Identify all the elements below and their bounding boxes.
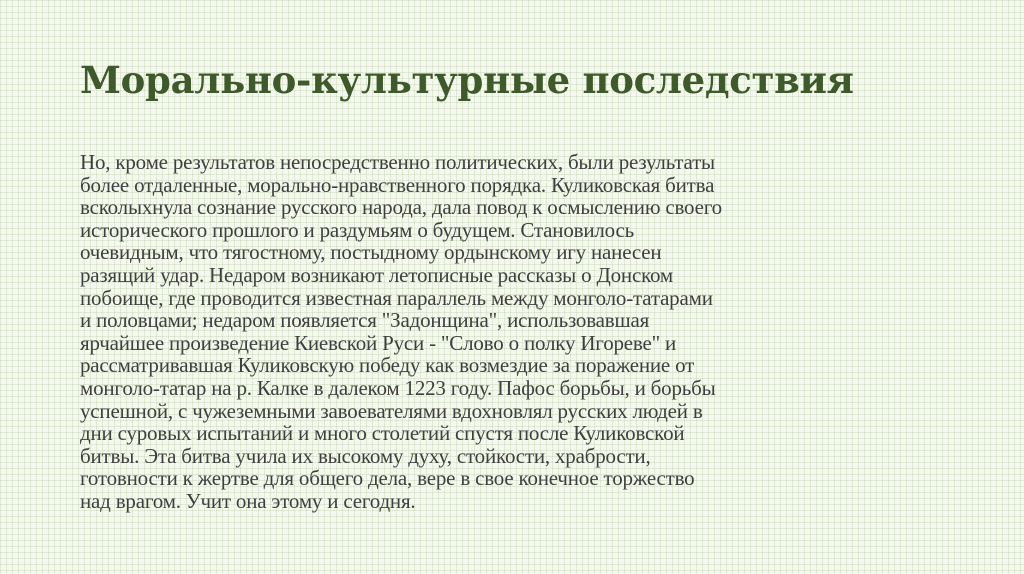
body-line: успешной, с чужеземными завоевателями вдохновлял русских людей в [80, 398, 703, 423]
body-line: более отдаленные, морально-нравственного порядка. Куликовская битва [80, 172, 715, 197]
body-line: всколыхнула сознание русского народа, дала повод к осмыслению своего [80, 195, 722, 220]
body-line: монголо-татар на р. Калке в далеком 1223 году. Пафос борьбы, и борьбы [80, 375, 716, 400]
body-line: дни суровых испытаний и много столетий спустя после Куликовской [80, 421, 685, 446]
body-line: Но, кроме результатов непосредственно политических, были результаты [80, 150, 715, 174]
body-line: битвы. Эта битва учила их высокому духу, стойкости, храбрости, [80, 443, 651, 468]
body-line: побоище, где проводится известная параллель между монголо-татарами [80, 285, 713, 310]
body-line: разящий удар. Недаром возникают летописные рассказы о Донском [80, 262, 673, 287]
body-line: рассматривавшая Куликовскую победу как возмездие за поражение от [80, 353, 695, 378]
slide-title: Морально-культурные последствия [80, 58, 854, 102]
body-line: ярчайшее произведение Киевской Руси - "Слово о полку Игореве" и [80, 330, 677, 355]
body-line: и половцами; недаром появляется "Задонщина", использовавшая [80, 308, 650, 333]
slide-body-text [80, 151, 960, 513]
body-line: исторического прошлого и раздумьям о будущем. Становилось [80, 217, 634, 242]
body-line: очевидным, что тягостному, постыдному ордынскому игу нанесен [80, 240, 662, 265]
body-line: готовности к жертве для общего дела, вере в свое конечное торжество [80, 466, 695, 491]
body-line: над врагом. Учит она этому и сегодня. [80, 488, 416, 513]
